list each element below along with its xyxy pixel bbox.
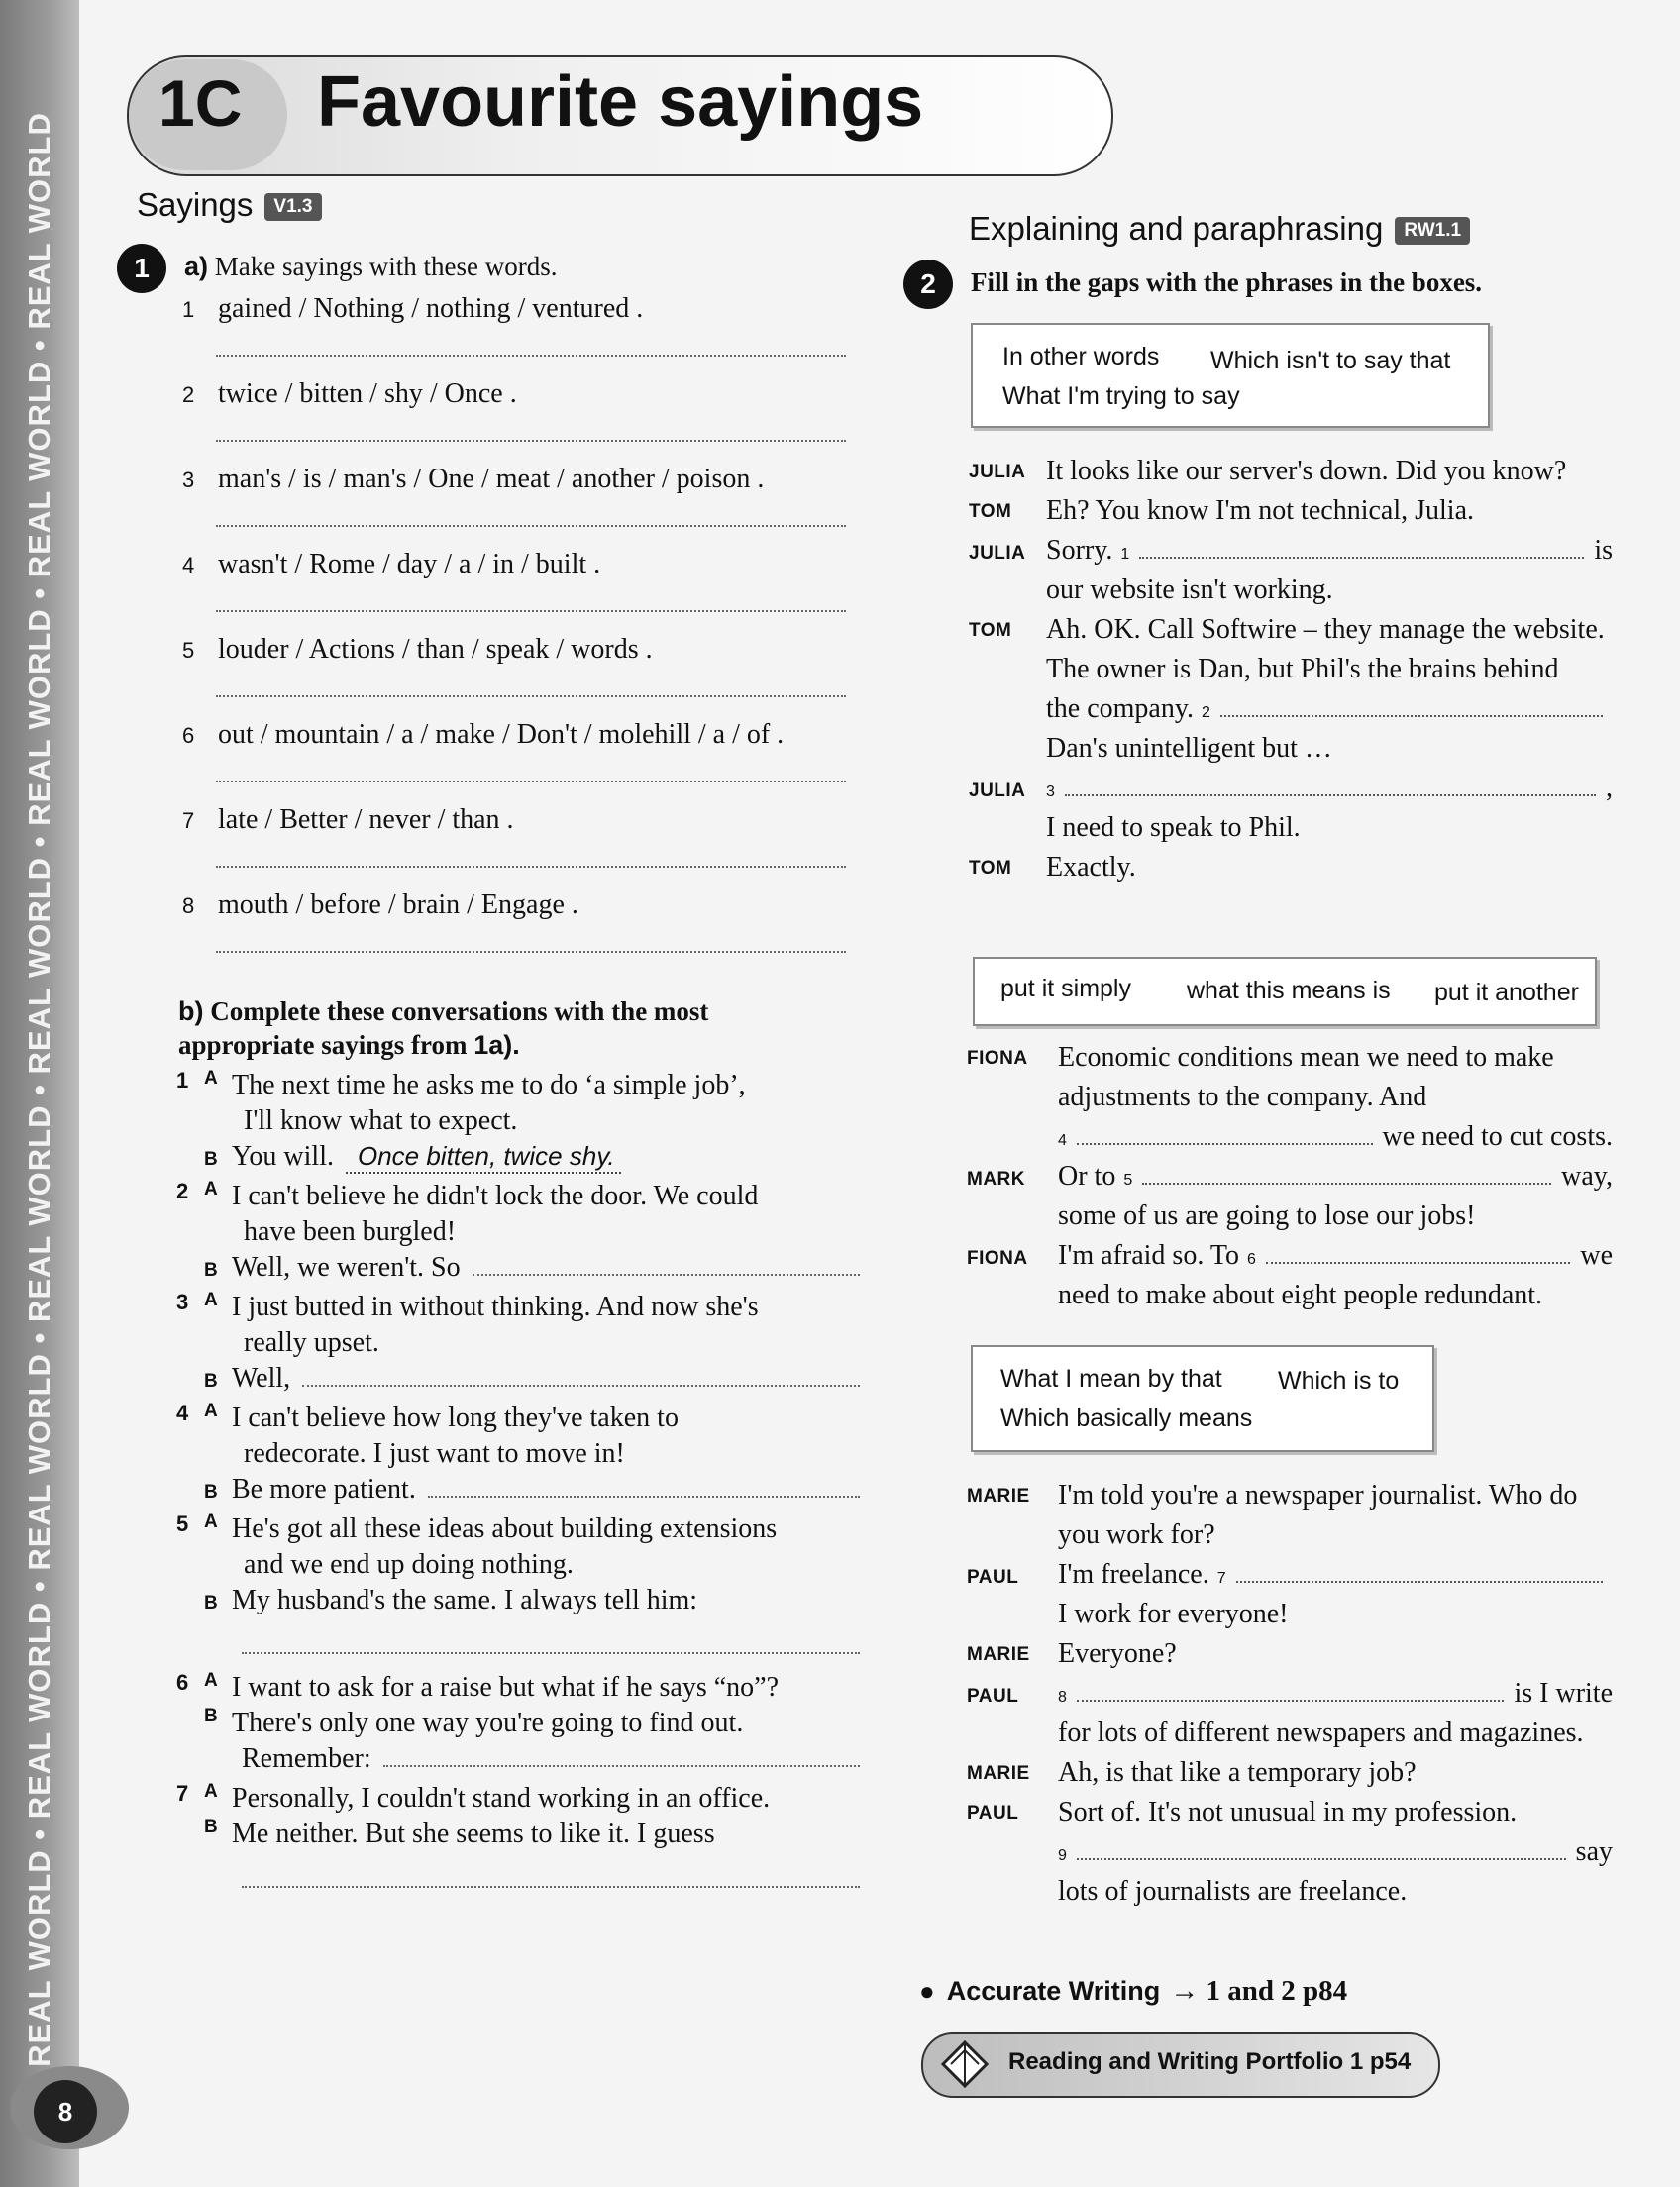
exercise-1-number: 1 xyxy=(117,244,166,293)
answer-line[interactable] xyxy=(302,1385,860,1387)
list-item: 1 gained / Nothing / nothing / ventured . xyxy=(182,293,846,378)
dialog-line: MARIE I'm told you're a newspaper journalist. Who do you work for? xyxy=(967,1480,1578,1550)
sample-answer: Once bitten, twice shy. xyxy=(346,1141,621,1174)
bullet-icon: ● xyxy=(919,1977,935,2006)
conversations xyxy=(176,1068,860,1888)
list-item: 7 late / Better / never / than . xyxy=(182,804,846,889)
answer-line[interactable] xyxy=(242,1886,860,1888)
dialog-line: JULIA It looks like our server's down. Did you know? xyxy=(969,456,1567,486)
dialog-line: PAUL I'm freelance. 7 I work for everyone! xyxy=(967,1555,1613,1634)
dialog-line: PAUL Sort of. It's not unusual in my profession. 9 say lots of journalists are freelance. xyxy=(967,1797,1613,1907)
gap-7[interactable] xyxy=(1236,1561,1603,1583)
list-item: 4 wasn't / Rome / day / a / in / built . xyxy=(182,549,846,634)
dialog-3 xyxy=(967,1476,1613,1912)
dialog-line: MARK Or to 5 way, some of us are going to lose our jobs! xyxy=(967,1161,1613,1231)
dialog-line: MARIE Everyone? xyxy=(967,1638,1177,1669)
side-band-text: REAL WORLD • REAL WORLD • REAL WORLD • REAL WORLD • REAL WORLD • REAL WORLD • REAL WORLD • REAL WORLD xyxy=(22,112,56,2067)
answer-line[interactable] xyxy=(216,951,846,953)
dialog-line: JULIA 3 , I need to speak to Phil. xyxy=(969,773,1613,843)
answer-line[interactable] xyxy=(383,1765,860,1767)
conversation-2: 2 A I can't believe he didn't lock the door. We could have been burgled! B Well, we weren't. So xyxy=(176,1179,860,1286)
gap-1[interactable] xyxy=(1139,537,1584,559)
phrase-box-2: put it simply what this means is put it another xyxy=(973,957,1597,1026)
explaining-title: Explaining and paraphrasing xyxy=(969,210,1384,247)
portfolio-book-icon xyxy=(935,2034,995,2092)
dialog-1 xyxy=(969,452,1613,887)
conversation-3: 3 A I just butted in without thinking. And now she's really upset. B Well, xyxy=(176,1290,860,1397)
conversation-1: 1 A The next time he asks me to do ‘a simple job’, I'll know what to expect. B You will. Once bitten, twice shy. xyxy=(176,1068,746,1172)
list-item: 6 out / mountain / a / make / Don't / molehill / a / of . xyxy=(182,719,846,804)
dialog-2 xyxy=(967,1038,1613,1315)
answer-line[interactable] xyxy=(216,525,846,527)
conversation-7: 7 A Personally, I couldn't stand working in an office. B Me neither. But she seems to like it. I guess xyxy=(176,1781,860,1888)
page-title: Favourite sayings xyxy=(317,62,924,142)
answer-line[interactable] xyxy=(216,781,846,782)
gap-3[interactable] xyxy=(1065,775,1596,796)
dialog-line: TOM Exactly. xyxy=(969,852,1136,883)
sayings-list xyxy=(182,293,846,975)
answer-line[interactable] xyxy=(216,695,846,697)
gap-9[interactable] xyxy=(1077,1838,1566,1860)
list-item: 2 twice / bitten / shy / Once . xyxy=(182,378,846,464)
answer-line[interactable] xyxy=(216,440,846,442)
dialog-line: FIONA Economic conditions mean we need to make adjustments to the company. And 4 we need to cut costs. xyxy=(967,1042,1613,1152)
exercise-1a-instruction: a) Make sayings with these words. xyxy=(184,252,558,281)
conversation-5: 5 A He's got all these ideas about building extensions and we end up doing nothing. B My husband's the same. I always tell him: xyxy=(176,1511,860,1654)
exercise-1b-instruction: b) Complete these conversations with the most appropriate sayings from 1a). xyxy=(178,996,709,1060)
answer-line[interactable] xyxy=(472,1274,860,1276)
sayings-title: Sayings xyxy=(137,186,254,223)
answer-line[interactable] xyxy=(242,1652,860,1654)
dialog-line: TOM Eh? You know I'm not technical, Julia. xyxy=(969,495,1474,526)
gap-6[interactable] xyxy=(1266,1242,1570,1264)
gap-2[interactable] xyxy=(1220,695,1603,717)
list-item: 3 man's / is / man's / One / meat / another / poison . xyxy=(182,464,846,549)
answer-line[interactable] xyxy=(216,866,846,868)
gap-5[interactable] xyxy=(1142,1163,1551,1185)
exercise-2-instruction: Fill in the gaps with the phrases in the boxes. xyxy=(971,267,1483,297)
sayings-heading xyxy=(137,186,322,224)
phrase-box-1: In other words Which isn't to say that What I'm trying to say xyxy=(971,323,1490,428)
accurate-writing-link[interactable]: ● Accurate Writing → 1 and 2 p84 xyxy=(919,1975,1348,2007)
sayings-badge: V1.3 xyxy=(264,193,321,221)
portfolio-label: Reading and Writing Portfolio 1 p54 xyxy=(1008,2048,1412,2075)
phrase-box-3: What I mean by that Which is to Which basically means xyxy=(971,1345,1434,1452)
dialog-line: TOM Ah. OK. Call Softwire – they manage the website. The owner is Dan, but Phil's the brains behind the company. 2 Dan's unintelligent but … xyxy=(969,614,1605,764)
dialog-line: JULIA Sorry. 1 is our website isn't working. xyxy=(969,535,1613,605)
list-item: 5 louder / Actions / than / speak / words . xyxy=(182,634,846,719)
answer-line[interactable] xyxy=(216,610,846,612)
list-item: 8 mouth / before / brain / Engage . xyxy=(182,889,846,975)
exercise-2-number: 2 xyxy=(903,260,953,309)
conversation-4: 4 A I can't believe how long they've taken to redecorate. I just want to move in! B Be more patient. xyxy=(176,1401,860,1508)
explaining-heading xyxy=(969,210,1470,248)
dialog-line: MARIE Ah, is that like a temporary job? xyxy=(967,1757,1417,1788)
gap-8[interactable] xyxy=(1077,1680,1505,1702)
gap-4[interactable] xyxy=(1077,1123,1373,1145)
unit-code: 1C xyxy=(158,66,243,140)
explaining-badge: RW1.1 xyxy=(1395,217,1470,245)
dialog-line: FIONA I'm afraid so. To 6 we need to make about eight people redundant. xyxy=(967,1240,1613,1310)
answer-line[interactable] xyxy=(216,355,846,357)
conversation-6: 6 A I want to ask for a raise but what if he says “no”? B There's only one way you're going to find out. Remember: xyxy=(176,1670,860,1777)
dialog-line: PAUL 8 is I write for lots of different newspapers and magazines. xyxy=(967,1678,1613,1748)
answer-line[interactable] xyxy=(428,1496,860,1498)
page-number: 8 xyxy=(34,2080,97,2143)
